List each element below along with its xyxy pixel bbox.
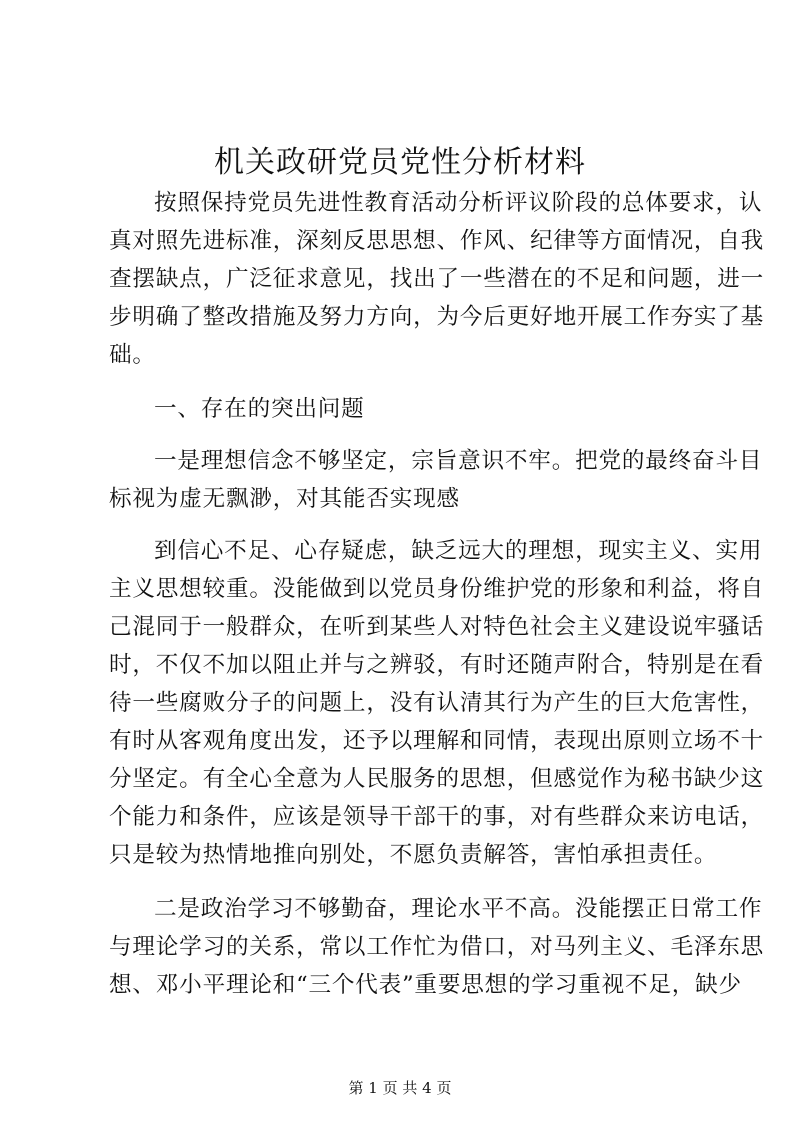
paragraph-line: 己混同于一般群众，在听到某些人对特色社会主义建设说牢骚话 xyxy=(109,614,765,640)
paragraph-line: 础。 xyxy=(109,342,156,368)
paragraph-line: 想、邓小平理论和“三个代表”重要思想的学习重视不足，缺少 xyxy=(109,972,742,998)
paragraph-line: 主义思想较重。没能做到以党员身份维护党的形象和利益，将自 xyxy=(109,576,765,602)
paragraph-line: 个能力和条件，应该是领导干部干的事，对有些群众来访电话， xyxy=(109,804,765,830)
paragraph-line: 只是较为热情地推向别处，不愿负责解答，害怕承担责任。 xyxy=(109,842,718,868)
paragraph-line: 到信心不足、心存疑虑，缺乏远大的理想，现实主义、实用 xyxy=(154,538,763,564)
paragraph-line: 按照保持党员先进性教育活动分析评议阶段的总体要求，认 xyxy=(154,190,763,216)
paragraph-line: 二是政治学习不够勤奋，理论水平不高。没能摆正日常工作 xyxy=(154,896,763,922)
paragraph-line: 步明确了整改措施及努力方向，为今后更好地开展工作夯实了基 xyxy=(109,304,765,330)
page-number-footer: 第 1 页 共 4 页 xyxy=(348,1079,452,1097)
paragraph-line: 分坚定。有全心全意为人民服务的思想，但感觉作为秘书缺少这 xyxy=(109,766,765,792)
document-title: 机关政研党员党性分析材料 xyxy=(214,145,586,180)
paragraph-line: 有时从客观角度出发，还予以理解和同情，表现出原则立场不十 xyxy=(109,728,765,754)
paragraph-line: 待一些腐败分子的问题上，没有认清其行为产生的巨大危害性， xyxy=(109,690,765,716)
paragraph-line: 真对照先进标准，深刻反思思想、作风、纪律等方面情况，自我 xyxy=(109,228,765,254)
paragraph-line: 与理论学习的关系，常以工作忙为借口，对马列主义、毛泽东思 xyxy=(109,934,765,960)
paragraph-line: 标视为虚无飘渺，对其能否实现感 xyxy=(109,486,460,512)
paragraph-line: 一是理想信念不够坚定，宗旨意识不牢。把党的最终奋斗目 xyxy=(154,448,763,474)
paragraph-line: 时，不仅不加以阻止并与之辨驳，有时还随声附合，特别是在看 xyxy=(109,652,765,678)
section-heading: 一、存在的突出问题 xyxy=(154,396,365,422)
paragraph-line: 查摆缺点，广泛征求意见，找出了一些潜在的不足和问题，进一 xyxy=(109,266,765,292)
